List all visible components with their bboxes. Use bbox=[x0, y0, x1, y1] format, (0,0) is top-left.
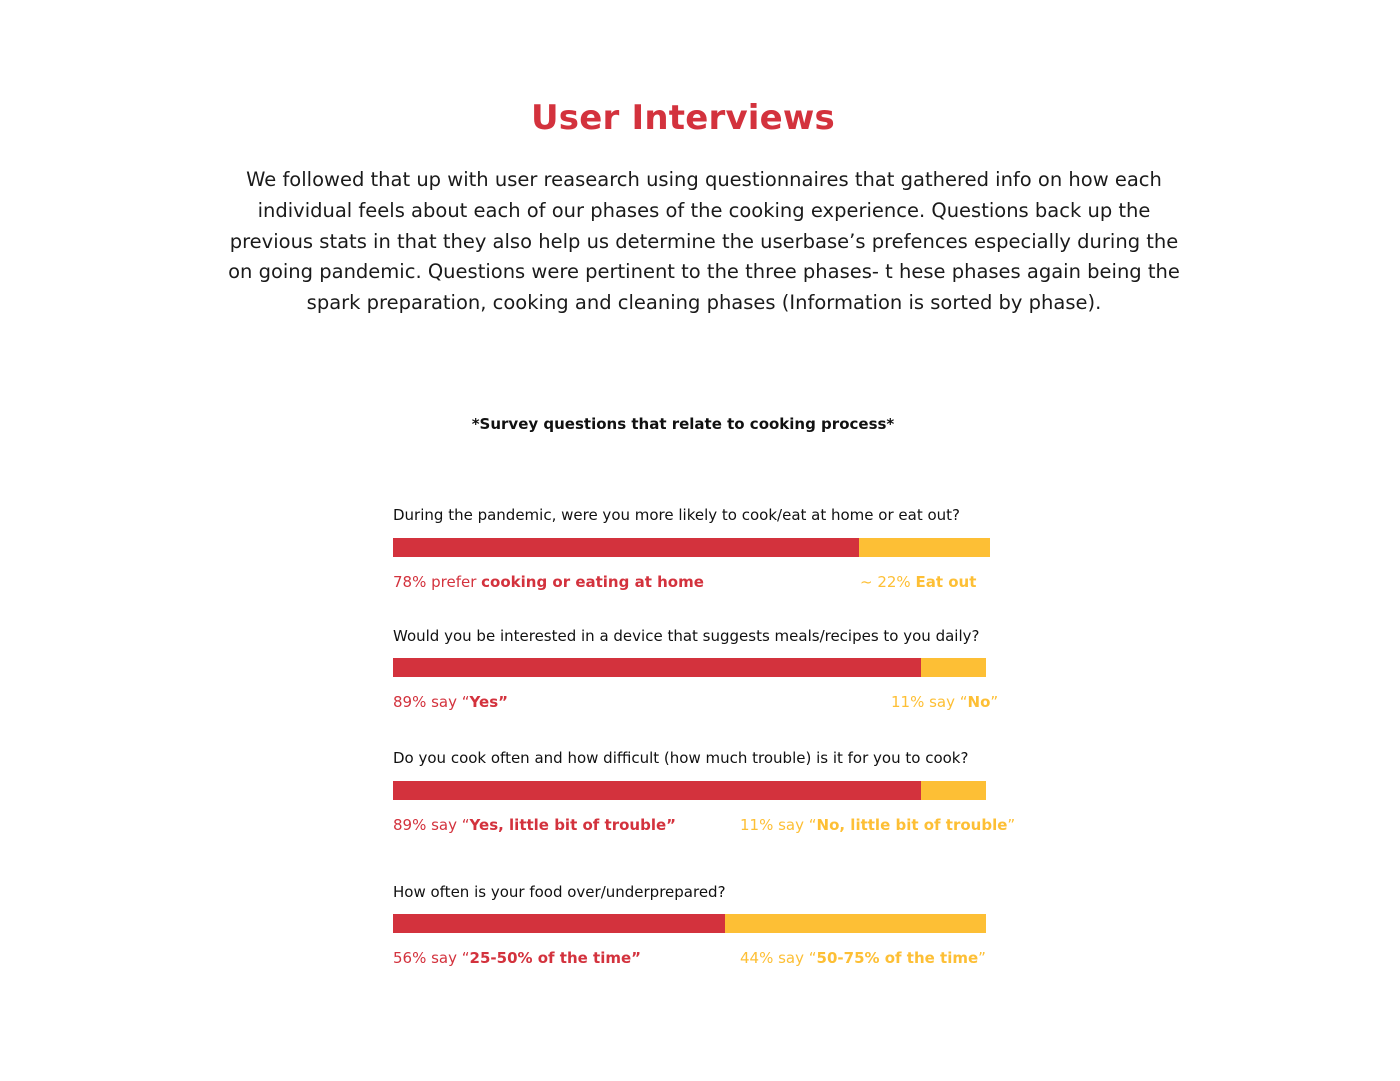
question-3-bar-majority bbox=[393, 781, 921, 800]
question-1-left-label bbox=[393, 573, 704, 591]
question-2-right-bold: No bbox=[967, 693, 991, 711]
question-3-right-prefix: 11% say “ bbox=[740, 816, 817, 834]
question-2-bar-minority bbox=[921, 658, 986, 677]
question-3-text: Do you cook often and how difficult (how much trouble) is it for you to cook? bbox=[393, 749, 969, 767]
question-1-right-prefix: ~ 22% bbox=[860, 573, 916, 591]
question-1-right-bold: Eat out bbox=[915, 573, 977, 591]
question-4-left-label bbox=[393, 949, 641, 967]
question-3-left-bold: Yes, little bit of trouble” bbox=[469, 816, 676, 834]
question-4-left-bold: 25-50% of the time” bbox=[469, 949, 642, 967]
question-2-left-prefix: 89% say “ bbox=[393, 693, 470, 711]
question-4-right-bold: 50-75% of the time bbox=[816, 949, 979, 967]
question-3-bar bbox=[393, 781, 986, 800]
question-4-left-prefix: 56% say “ bbox=[393, 949, 470, 967]
question-3-right-bold: No, little bit of trouble bbox=[816, 816, 1008, 834]
question-2-bar bbox=[393, 658, 986, 677]
question-2-bar-majority bbox=[393, 658, 921, 677]
question-2-right-prefix: 11% say “ bbox=[891, 693, 968, 711]
question-4-right-suffix: ” bbox=[978, 949, 986, 967]
question-4-right-label bbox=[740, 949, 986, 967]
intro-paragraph: We followed that up with user reasearch using questionnaires that gathered info on how each individual feels about each of our phases of the cooking experience. Questions back up the previous stats in that they also help us determine the userbase’s prefences especially during the on going pandemic. Questions were pertinent to the three phases- t hese phases again being the spark preparation, cooking and cleaning phases (Information is sorted by phase). bbox=[228, 168, 1180, 315]
question-1-left-bold: cooking or eating at home bbox=[481, 573, 704, 591]
survey-heading: *Survey questions that relate to cooking process* bbox=[471, 415, 895, 433]
question-1-bar-majority bbox=[393, 538, 859, 557]
question-2-right-suffix: ” bbox=[990, 693, 999, 711]
question-1-bar bbox=[393, 538, 990, 557]
question-3-left-label bbox=[393, 816, 676, 834]
question-2-left-bold: Yes” bbox=[469, 693, 508, 711]
question-1-right-label bbox=[860, 573, 976, 591]
page-title: User Interviews bbox=[531, 98, 835, 138]
question-1-left-prefix: 78% prefer bbox=[393, 573, 482, 591]
question-3-right-label bbox=[740, 816, 1015, 834]
question-2-left-label bbox=[393, 693, 508, 711]
question-2-text: Would you be interested in a device that suggests meals/recipes to you daily? bbox=[393, 627, 980, 645]
question-4-bar-minority bbox=[725, 914, 986, 933]
question-3-bar-minority bbox=[921, 781, 986, 800]
question-3-right-suffix: ” bbox=[1007, 816, 1016, 834]
question-4-bar bbox=[393, 914, 986, 933]
question-2-right-label bbox=[891, 693, 998, 711]
question-1-bar-minority bbox=[859, 538, 990, 557]
question-4-bar-majority bbox=[393, 914, 725, 933]
question-4-text: How often is your food over/underprepared? bbox=[393, 883, 726, 901]
question-4-right-prefix: 44% say “ bbox=[740, 949, 817, 967]
question-1-text: During the pandemic, were you more likely to cook/eat at home or eat out? bbox=[393, 506, 960, 524]
question-3-left-prefix: 89% say “ bbox=[393, 816, 470, 834]
